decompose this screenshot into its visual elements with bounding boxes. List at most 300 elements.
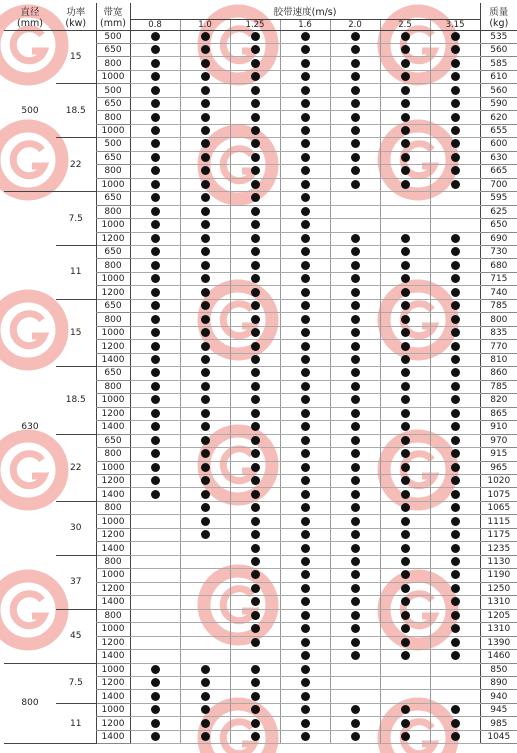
availability-dot	[301, 153, 310, 162]
mass-cell: 1310	[480, 596, 517, 609]
availability-dot	[301, 315, 310, 324]
speed-cell	[180, 650, 230, 663]
availability-dot	[251, 207, 260, 216]
availability-dot	[201, 719, 210, 728]
availability-dot	[251, 32, 260, 41]
availability-dot	[401, 651, 410, 660]
speed-cell	[230, 434, 280, 447]
availability-dot	[201, 517, 210, 526]
speed-cell	[230, 501, 280, 514]
availability-dot	[251, 624, 260, 633]
mass-cell: 1250	[480, 582, 517, 595]
speed-cell	[380, 515, 430, 528]
speed-cell	[430, 272, 480, 285]
speed-cell	[280, 367, 330, 380]
speed-cell	[230, 178, 280, 191]
availability-dot	[201, 153, 210, 162]
availability-dot	[401, 59, 410, 68]
speed-cell	[180, 380, 230, 393]
availability-dot	[401, 166, 410, 175]
speed-cell	[230, 703, 280, 716]
availability-dot	[201, 247, 210, 256]
speed-cell	[430, 232, 480, 245]
availability-dot	[151, 409, 160, 418]
speed-cell	[280, 488, 330, 501]
availability-dot	[151, 193, 160, 202]
availability-dot	[301, 126, 310, 135]
belt-width-cell: 1200	[96, 340, 130, 353]
speed-cell	[330, 650, 380, 663]
speed-cell	[130, 623, 180, 636]
availability-dot	[451, 517, 460, 526]
availability-dot	[251, 463, 260, 472]
speed-cell	[230, 259, 280, 272]
speed-cell	[380, 690, 430, 703]
availability-dot	[201, 166, 210, 175]
availability-dot	[151, 705, 160, 714]
mass-cell: 625	[480, 205, 517, 218]
availability-dot	[351, 99, 360, 108]
belt-width-cell: 1000	[96, 515, 130, 528]
availability-dot	[201, 234, 210, 243]
speed-cell	[280, 703, 330, 716]
speed-cell	[380, 97, 430, 110]
speed-cell	[430, 663, 480, 676]
diameter-cell: 630	[4, 192, 56, 663]
speed-cell	[280, 407, 330, 420]
availability-dot	[201, 732, 210, 741]
availability-dot	[351, 517, 360, 526]
speed-cell	[330, 407, 380, 420]
belt-width-cell: 1400	[96, 421, 130, 434]
diameter-cell: 800	[4, 663, 56, 744]
speed-cell	[230, 677, 280, 690]
speed-cell	[330, 84, 380, 97]
availability-dot	[401, 719, 410, 728]
availability-dot	[251, 530, 260, 539]
power-cell: 45	[56, 609, 96, 663]
availability-dot	[451, 570, 460, 579]
availability-dot	[351, 368, 360, 377]
speed-cell	[330, 421, 380, 434]
speed-cell	[280, 205, 330, 218]
speed-cell	[430, 609, 480, 622]
speed-cell	[180, 663, 230, 676]
mass-cell: 680	[480, 259, 517, 272]
speed-cell	[380, 353, 430, 366]
speed-cell	[330, 677, 380, 690]
availability-dot	[351, 530, 360, 539]
availability-dot	[301, 611, 310, 620]
availability-dot	[351, 274, 360, 283]
availability-dot	[251, 180, 260, 189]
availability-dot	[251, 719, 260, 728]
availability-dot	[301, 86, 310, 95]
belt-width-cell: 1000	[96, 326, 130, 339]
speed-cell	[180, 448, 230, 461]
speed-cell	[330, 246, 380, 259]
speed-cell	[180, 84, 230, 97]
availability-dot	[351, 597, 360, 606]
speed-cell	[330, 434, 380, 447]
speed-cell	[380, 663, 430, 676]
availability-dot	[351, 45, 360, 54]
speed-cell	[280, 515, 330, 528]
belt-width-cell: 1400	[96, 542, 130, 555]
speed-cell	[230, 219, 280, 232]
belt-width-cell: 650	[96, 43, 130, 56]
speed-cell	[180, 528, 230, 541]
availability-dot	[251, 692, 260, 701]
speed-cell	[230, 353, 280, 366]
speed-cell	[280, 70, 330, 83]
speed-cell	[430, 461, 480, 474]
speed-cell	[380, 192, 430, 205]
speed-cell	[230, 232, 280, 245]
table-row	[4, 367, 517, 380]
speed-cell	[130, 730, 180, 743]
speed-cell	[180, 636, 230, 649]
availability-dot	[251, 544, 260, 553]
speed-cell	[280, 272, 330, 285]
speed-cell	[130, 596, 180, 609]
availability-dot	[451, 490, 460, 499]
availability-dot	[201, 139, 210, 148]
availability-dot	[301, 557, 310, 566]
speed-cell	[130, 313, 180, 326]
speed-cell	[230, 43, 280, 56]
availability-dot	[301, 476, 310, 485]
availability-dot	[151, 463, 160, 472]
availability-dot	[451, 449, 460, 458]
availability-dot	[351, 436, 360, 445]
table-row	[4, 663, 517, 676]
availability-dot	[301, 678, 310, 687]
speed-cell	[430, 407, 480, 420]
table-row	[4, 30, 517, 43]
belt-width-cell: 800	[96, 448, 130, 461]
speed-cell	[280, 30, 330, 43]
speed-cell	[280, 434, 330, 447]
availability-dot	[151, 382, 160, 391]
availability-dot	[451, 301, 460, 310]
availability-dot	[301, 395, 310, 404]
availability-dot	[401, 436, 410, 445]
mass-cell: 665	[480, 165, 517, 178]
availability-dot	[201, 530, 210, 539]
speed-cell	[330, 286, 380, 299]
availability-dot	[401, 476, 410, 485]
availability-dot	[351, 153, 360, 162]
availability-dot	[451, 611, 460, 620]
availability-dot	[251, 261, 260, 270]
speed-cell	[380, 394, 430, 407]
speed-cell	[380, 272, 430, 285]
availability-dot	[401, 557, 410, 566]
table-row	[4, 703, 517, 716]
availability-dot	[401, 153, 410, 162]
speed-cell	[130, 299, 180, 312]
speed-cell	[430, 246, 480, 259]
availability-dot	[351, 503, 360, 512]
availability-dot	[301, 719, 310, 728]
mass-cell: 1075	[480, 488, 517, 501]
speed-cell	[330, 380, 380, 393]
belt-width-cell: 1400	[96, 353, 130, 366]
speed-cell	[130, 165, 180, 178]
speed-cell	[380, 165, 430, 178]
availability-dot	[151, 220, 160, 229]
belt-width-cell: 1200	[96, 717, 130, 730]
availability-dot	[301, 651, 310, 660]
speed-cell	[380, 178, 430, 191]
speed-label: 1.25	[230, 19, 280, 30]
speed-cell	[230, 97, 280, 110]
speed-cell	[430, 677, 480, 690]
availability-dot	[251, 247, 260, 256]
availability-dot	[151, 139, 160, 148]
availability-dot	[151, 99, 160, 108]
speed-cell	[380, 124, 430, 137]
availability-dot	[451, 261, 460, 270]
speed-cell	[180, 299, 230, 312]
availability-dot	[251, 59, 260, 68]
speed-cell	[130, 353, 180, 366]
availability-dot	[151, 449, 160, 458]
availability-dot	[401, 261, 410, 270]
speed-cell	[230, 151, 280, 164]
speed-cell	[330, 623, 380, 636]
availability-dot	[451, 328, 460, 337]
speed-cell	[330, 151, 380, 164]
speed-cell	[280, 313, 330, 326]
availability-dot	[151, 247, 160, 256]
speed-cell	[130, 394, 180, 407]
belt-width-cell: 1200	[96, 677, 130, 690]
availability-dot	[201, 422, 210, 431]
availability-dot	[401, 705, 410, 714]
belt-width-cell: 1400	[96, 730, 130, 743]
belt-width-cell: 1400	[96, 690, 130, 703]
availability-dot	[251, 315, 260, 324]
speed-cell	[230, 421, 280, 434]
speed-cell	[330, 70, 380, 83]
speed-cell	[430, 582, 480, 595]
speed-cell	[430, 394, 480, 407]
availability-dot	[351, 247, 360, 256]
speed-cell	[330, 43, 380, 56]
availability-dot	[351, 32, 360, 41]
speed-cell	[380, 286, 430, 299]
availability-dot	[151, 72, 160, 81]
speed-cell	[230, 730, 280, 743]
speed-cell	[330, 663, 380, 676]
speed-cell	[230, 367, 280, 380]
speed-cell	[180, 259, 230, 272]
belt-width-cell: 800	[96, 259, 130, 272]
belt-width-cell: 800	[96, 165, 130, 178]
availability-dot	[351, 624, 360, 633]
speed-cell	[130, 609, 180, 622]
mass-cell: 1460	[480, 650, 517, 663]
availability-dot	[151, 45, 160, 54]
belt-width-cell: 1000	[96, 272, 130, 285]
mass-cell: 1310	[480, 623, 517, 636]
availability-dot	[451, 732, 460, 741]
availability-dot	[301, 490, 310, 499]
availability-dot	[201, 315, 210, 324]
belt-width-cell: 1000	[96, 461, 130, 474]
availability-dot	[401, 544, 410, 553]
power-cell: 11	[56, 246, 96, 300]
mass-cell: 1020	[480, 474, 517, 487]
speed-cell	[180, 192, 230, 205]
belt-width-cell: 650	[96, 299, 130, 312]
availability-dot	[451, 476, 460, 485]
belt-width-header: 带宽 (mm)	[96, 3, 130, 30]
availability-dot	[301, 234, 310, 243]
speed-cell	[280, 461, 330, 474]
availability-dot	[151, 288, 160, 297]
speed-cell	[380, 84, 430, 97]
speed-cell	[280, 43, 330, 56]
speed-cell	[230, 528, 280, 541]
speed-cell	[180, 515, 230, 528]
speed-cell	[380, 313, 430, 326]
speed-cell	[430, 596, 480, 609]
speed-cell	[380, 448, 430, 461]
speed-cell	[230, 205, 280, 218]
speed-cell	[130, 677, 180, 690]
speed-cell	[280, 178, 330, 191]
speed-cell	[330, 313, 380, 326]
mass-cell: 785	[480, 299, 517, 312]
table-row	[4, 138, 517, 151]
speed-cell	[380, 528, 430, 541]
availability-dot	[401, 395, 410, 404]
availability-dot	[201, 328, 210, 337]
speed-cell	[330, 569, 380, 582]
speed-cell	[230, 30, 280, 43]
diameter-cell: 500	[4, 30, 56, 192]
availability-dot	[251, 611, 260, 620]
belt-width-cell: 1000	[96, 569, 130, 582]
speed-cell	[280, 582, 330, 595]
speed-cell	[280, 474, 330, 487]
speed-cell	[430, 703, 480, 716]
speed-cell	[330, 219, 380, 232]
speed-cell	[280, 596, 330, 609]
availability-dot	[351, 611, 360, 620]
availability-dot	[351, 315, 360, 324]
availability-dot	[251, 45, 260, 54]
availability-dot	[301, 422, 310, 431]
availability-dot	[251, 422, 260, 431]
availability-dot	[201, 220, 210, 229]
speed-label: 3.15	[430, 19, 480, 30]
power-cell: 22	[56, 434, 96, 501]
speed-cell	[130, 70, 180, 83]
speed-cell	[230, 542, 280, 555]
speed-cell	[130, 192, 180, 205]
speed-cell	[130, 151, 180, 164]
power-cell: 15	[56, 299, 96, 366]
speed-cell	[330, 474, 380, 487]
speed-cell	[230, 690, 280, 703]
speed-cell	[330, 501, 380, 514]
availability-dot	[401, 315, 410, 324]
availability-dot	[301, 328, 310, 337]
speed-cell	[130, 569, 180, 582]
speed-cell	[430, 205, 480, 218]
availability-dot	[251, 665, 260, 674]
availability-dot	[401, 45, 410, 54]
speed-cell	[180, 313, 230, 326]
speed-cell	[180, 138, 230, 151]
speed-cell	[430, 192, 480, 205]
speed-cell	[430, 286, 480, 299]
speed-cell	[130, 474, 180, 487]
availability-dot	[151, 59, 160, 68]
speed-cell	[430, 650, 480, 663]
mass-cell: 715	[480, 272, 517, 285]
availability-dot	[151, 342, 160, 351]
availability-dot	[401, 32, 410, 41]
availability-dot	[351, 139, 360, 148]
availability-dot	[201, 207, 210, 216]
availability-dot	[401, 611, 410, 620]
speed-cell	[380, 730, 430, 743]
speed-cell	[130, 528, 180, 541]
availability-dot	[251, 355, 260, 364]
mass-cell: 730	[480, 246, 517, 259]
availability-dot	[301, 32, 310, 41]
speed-cell	[430, 30, 480, 43]
speed-cell	[130, 111, 180, 124]
speed-cell	[180, 124, 230, 137]
mass-cell: 1235	[480, 542, 517, 555]
availability-dot	[351, 180, 360, 189]
availability-dot	[401, 530, 410, 539]
speed-cell	[180, 205, 230, 218]
availability-dot	[451, 422, 460, 431]
speed-cell	[330, 703, 380, 716]
speed-cell	[180, 286, 230, 299]
speed-cell	[230, 394, 280, 407]
speed-cell	[180, 57, 230, 70]
availability-dot	[151, 166, 160, 175]
speed-cell	[180, 111, 230, 124]
speed-cell	[430, 515, 480, 528]
availability-dot	[351, 557, 360, 566]
speed-cell	[430, 111, 480, 124]
speed-cell	[130, 84, 180, 97]
mass-cell: 535	[480, 30, 517, 43]
speed-cell	[380, 232, 430, 245]
availability-dot	[201, 678, 210, 687]
speed-cell	[330, 30, 380, 43]
belt-width-cell: 800	[96, 609, 130, 622]
mass-cell: 560	[480, 43, 517, 56]
speed-cell	[180, 569, 230, 582]
availability-dot	[151, 732, 160, 741]
speed-cell	[330, 488, 380, 501]
availability-dot	[301, 139, 310, 148]
speed-cell	[230, 623, 280, 636]
speed-cell	[230, 340, 280, 353]
availability-dot	[351, 719, 360, 728]
availability-dot	[301, 638, 310, 647]
